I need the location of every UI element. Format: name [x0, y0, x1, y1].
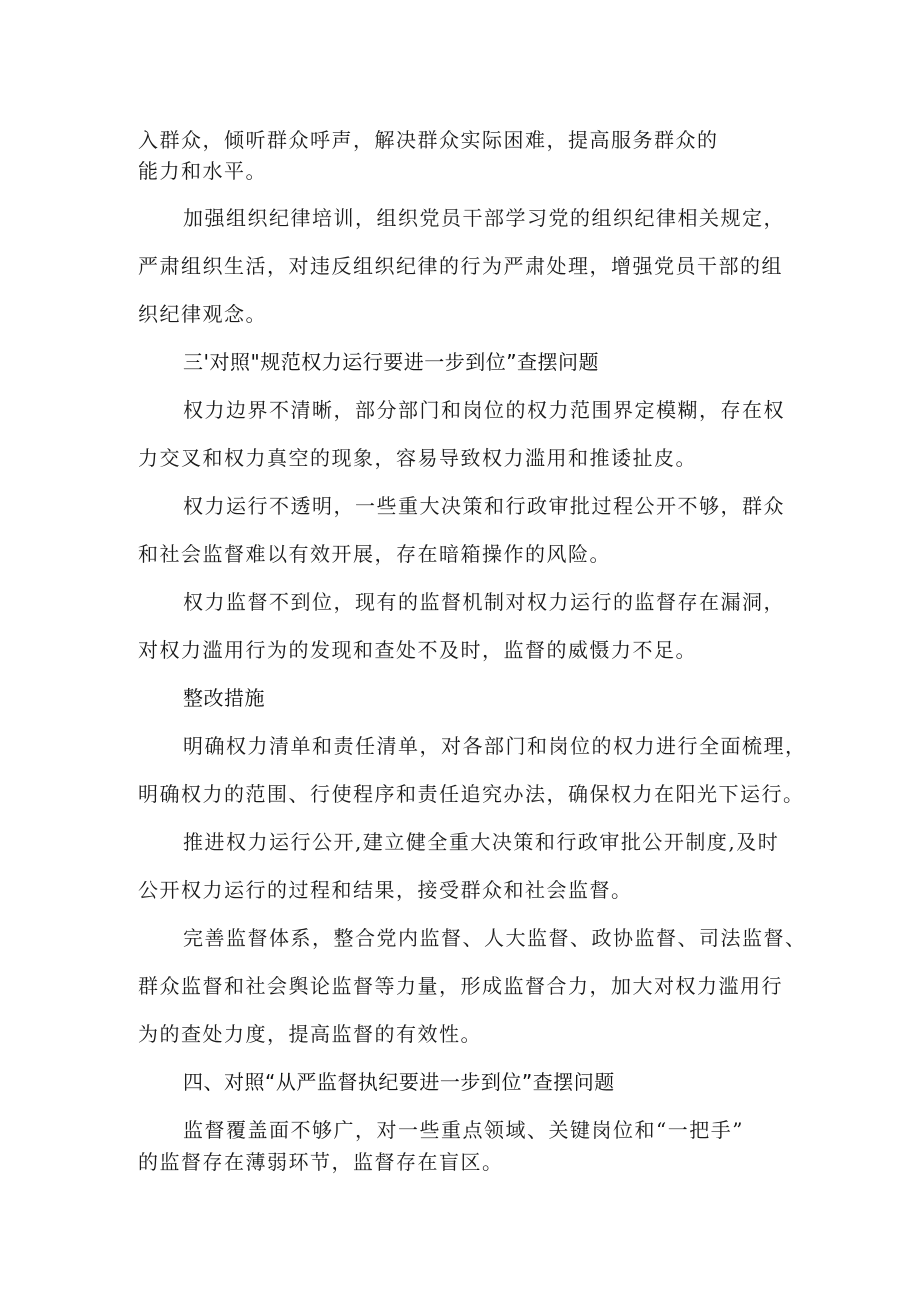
paragraph-line: 权力运行不透明，一些重大决策和行政审批过程公开不够，群众 — [183, 494, 785, 518]
paragraph-line: 权力边界不清晰，部分部门和岗位的权力范围界定模糊，存在权 — [183, 398, 785, 422]
paragraph-line: 完善监督体系，整合党内监督、人大监督、政协监督、司法监督、 — [183, 926, 807, 950]
paragraph-line: 对权力滥用行为的发现和查处不及时，监督的威慑力不足。 — [138, 638, 697, 662]
paragraph-line: 力交叉和权力真空的现象，容易导致权力滥用和推诿扯皮。 — [138, 446, 697, 470]
paragraph-line: 的监督存在薄弱环节，监督存在盲区。 — [138, 1150, 504, 1174]
paragraph-line: 公开权力运行的过程和结果，接受群众和社会监督。 — [138, 878, 633, 902]
paragraph-line: 能力和水平。 — [138, 159, 267, 183]
section-heading: 三'对照"规范权力运行要进一步到位”查摆问题 — [183, 350, 600, 374]
paragraph-line: 明确权力的范围、行使程序和责任追究办法，确保权力在阳光下运行。 — [138, 782, 805, 806]
section-heading: 四、对照“从严监督执纪要进一步到位”查摆问题 — [183, 1070, 615, 1094]
paragraph-line: 监督覆盖面不够广，对一些重点领域、关键岗位和“一把手” — [183, 1118, 744, 1142]
paragraph-line: 明确权力清单和责任清单，对各部门和岗位的权力进行全面梳理， — [183, 734, 807, 758]
paragraph-line: 织纪律观念。 — [138, 302, 267, 326]
paragraph-line: 为的查处力度，提高监督的有效性。 — [138, 1022, 482, 1046]
section-heading: 整改措施 — [183, 686, 265, 710]
paragraph-line: 严肃组织生活，对违反组织纪律的行为严肃处理，增强党员干部的组 — [138, 254, 783, 278]
paragraph-line: 加强组织纪律培训，组织党员干部学习党的组织纪律相关规定， — [183, 206, 785, 230]
paragraph-line: 权力监督不到位，现有的监督机制对权力运行的监督存在漏洞， — [183, 590, 785, 614]
paragraph-line: 群众监督和社会舆论监督等力量，形成监督合力，加大对权力滥用行 — [138, 974, 783, 998]
paragraph-line: 和社会监督难以有效开展，存在暗箱操作的风险。 — [138, 542, 611, 566]
paragraph-line: 推进权力运行公开,建立健全重大决策和行政审批公开制度,及时 — [183, 830, 780, 854]
paragraph-line: 入群众，倾听群众呼声，解决群众实际困难，提高服务群众的 — [138, 128, 719, 152]
